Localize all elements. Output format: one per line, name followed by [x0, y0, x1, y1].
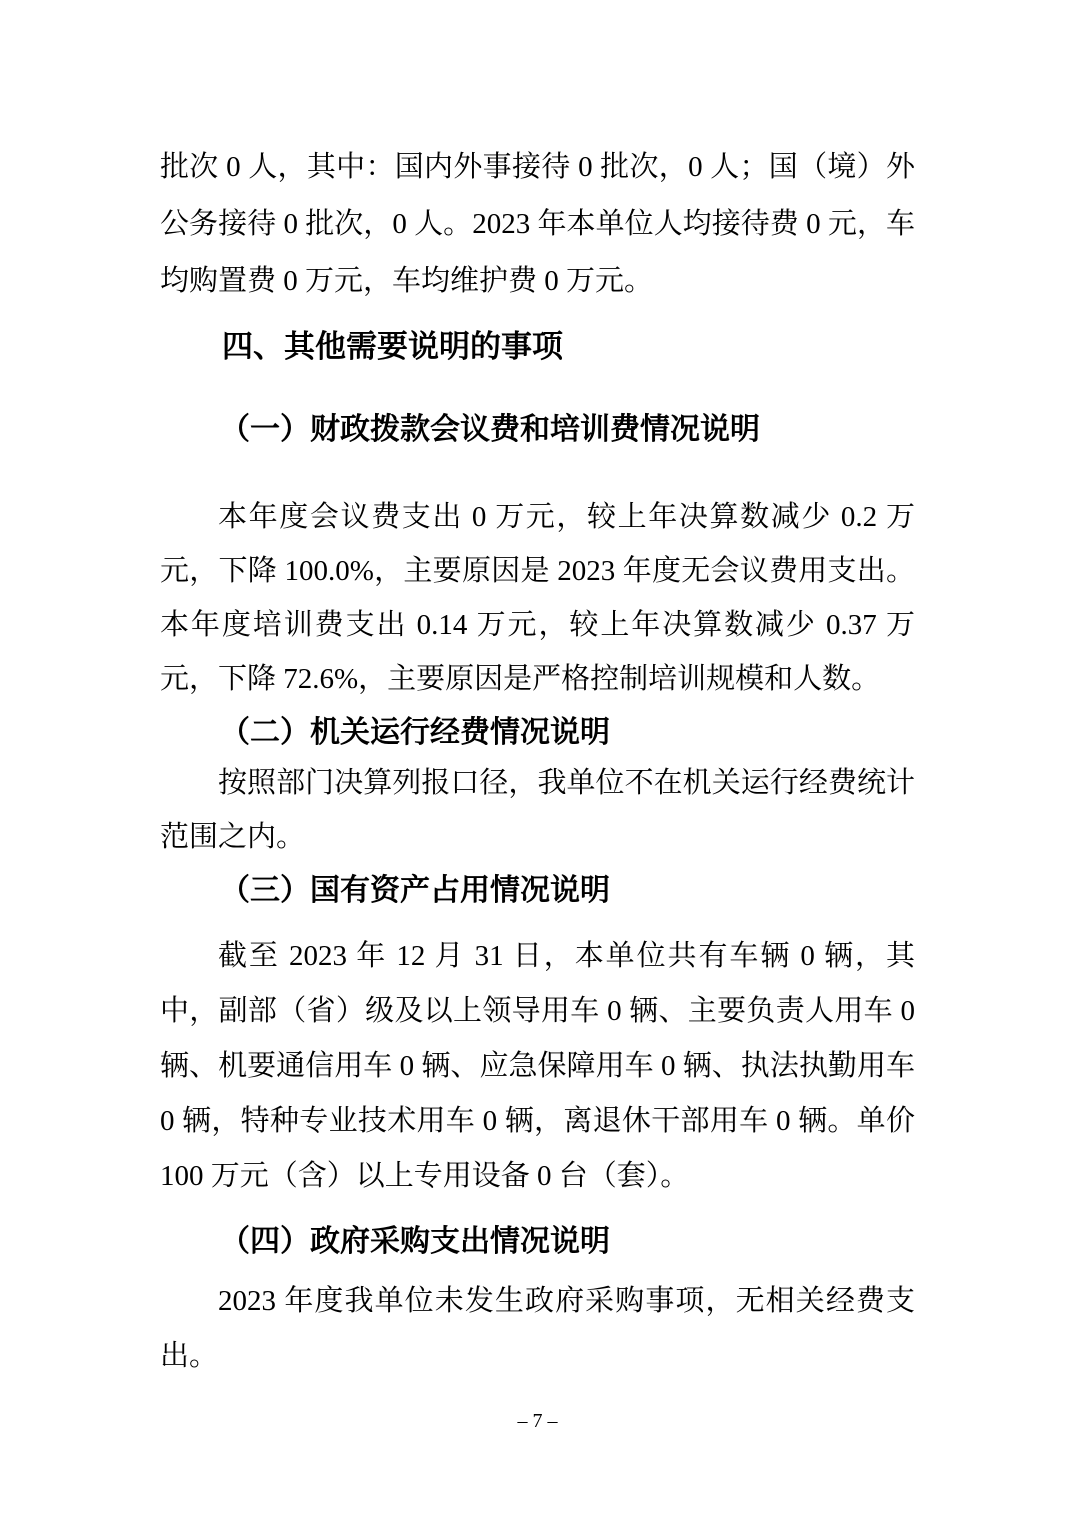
paragraph-operating-funds: 按照部门决算列报口径，我单位不在机关运行经费统计范围之内。 — [160, 767, 915, 853]
continuation-paragraph: 批次 0 人，其中：国内外事接待 0 批次，0 人；国（境）外公务接待 0 批次，0 人。2023 年本单位人均接待费 0 元，车均购置费 0 万元，车均维护费 0 万元。 — [160, 151, 915, 297]
paragraph-meeting-training-fees: 本年度会议费支出 0 万元，较上年决算数减少 0.2 万元，下降 100.0%，主要原因是 2023 年度无会议费用支出。本年度培训费支出 0.14 万元，较上年决算数减少 0.37 万元，下降 72.6%，主要原因是严格控制培训规模和人数。 — [160, 501, 915, 695]
subsection-heading-meeting-training-fees: （一）财政拨款会议费和培训费情况说明 — [220, 413, 760, 446]
paragraph-government-procurement: 2023 年度我单位未发生政府采购事项，无相关经费支出。 — [160, 1285, 915, 1372]
subsection-heading-state-assets: （三）国有资产占用情况说明 — [220, 874, 610, 907]
subsection-heading-government-procurement: （四）政府采购支出情况说明 — [220, 1225, 610, 1258]
section-heading-other-items: 四、其他需要说明的事项 — [222, 329, 563, 364]
page-number: – 7 – — [517, 1410, 558, 1432]
subsection-heading-operating-funds: （二）机关运行经费情况说明 — [220, 716, 610, 749]
paragraph-state-assets: 截至 2023 年 12 月 31 日，本单位共有车辆 0 辆，其中，副部（省）级及以上领导用车 0 辆、主要负责人用车 0 辆、机要通信用车 0 辆、应急保障用车 0 辆、执法执勤用车 0 辆，特种专业技术用车 0 辆，离退休干部用车 0 辆。单价 100 万元（含）以上专用设备 0 台（套）。 — [160, 940, 915, 1192]
